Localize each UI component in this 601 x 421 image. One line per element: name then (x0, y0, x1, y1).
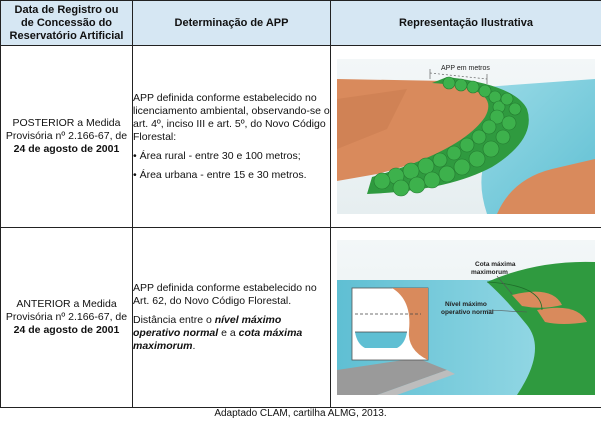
label-nivel-maximo-2: operativo normal (441, 309, 494, 316)
date-cell-anterior (1, 228, 133, 408)
app-intro: APP definida conforme estabelecido no licenciamento ambiental, observando-se o art. 4º, inciso III e art. 5º, do Novo Código Florestal: (133, 91, 330, 143)
header-illustration: Representação Ilustrativa (331, 1, 601, 46)
app-cell-posterior (133, 46, 331, 228)
dist-mid: e a (218, 327, 239, 339)
bullet-urban: • Área urbana - entre 15 e 30 metros. (133, 168, 307, 181)
illustration-forest-reservoir (337, 59, 595, 214)
illustration-cell-anterior (331, 228, 601, 408)
header-app: Determinação de APP (133, 1, 331, 46)
illustration-cell-posterior (331, 46, 601, 228)
dist-prefix: Distância entre o (133, 314, 215, 326)
bullet-rural: • Área rural - entre 30 e 100 metros; (133, 149, 301, 162)
app-cell-anterior (133, 228, 331, 408)
label-app-em-metros: APP em metros (441, 65, 490, 72)
date-cell-posterior (1, 46, 133, 228)
source-caption: Adaptado CLAM, cartilha ALMG, 2013. (214, 408, 387, 419)
header-date: Data de Registro ou de Concessão do Reservatório Artificial (1, 1, 133, 46)
dist-em1: nível máximo operativo normal (133, 314, 282, 339)
dist-suffix: . (192, 340, 196, 352)
label-cota-maxima-2: maximorum (471, 269, 508, 276)
table-row-anterior (1, 228, 601, 408)
label-cota-maxima-1: Cota máxima (475, 261, 516, 268)
dist-em2: cota máxima maximorum (133, 327, 303, 352)
label-nivel-maximo-1: Nível máximo (445, 301, 487, 308)
date-bold: 24 de agosto de 2001 (13, 143, 120, 155)
illustration-dam-levels (337, 240, 595, 395)
app-intro: APP definida conforme estabelecido no Art. 62, do Novo Código Florestal. (133, 282, 317, 307)
date-prefix: POSTERIOR a Medida Provisória nº 2.166-67, de (5, 117, 128, 142)
date-bold: 24 de agosto de 2001 (13, 324, 120, 336)
header-row (1, 1, 601, 46)
table-row-posterior (1, 46, 601, 228)
distance-text (133, 314, 330, 353)
date-prefix: ANTERIOR a Medida Provisória nº 2.166-67, de (5, 298, 128, 323)
